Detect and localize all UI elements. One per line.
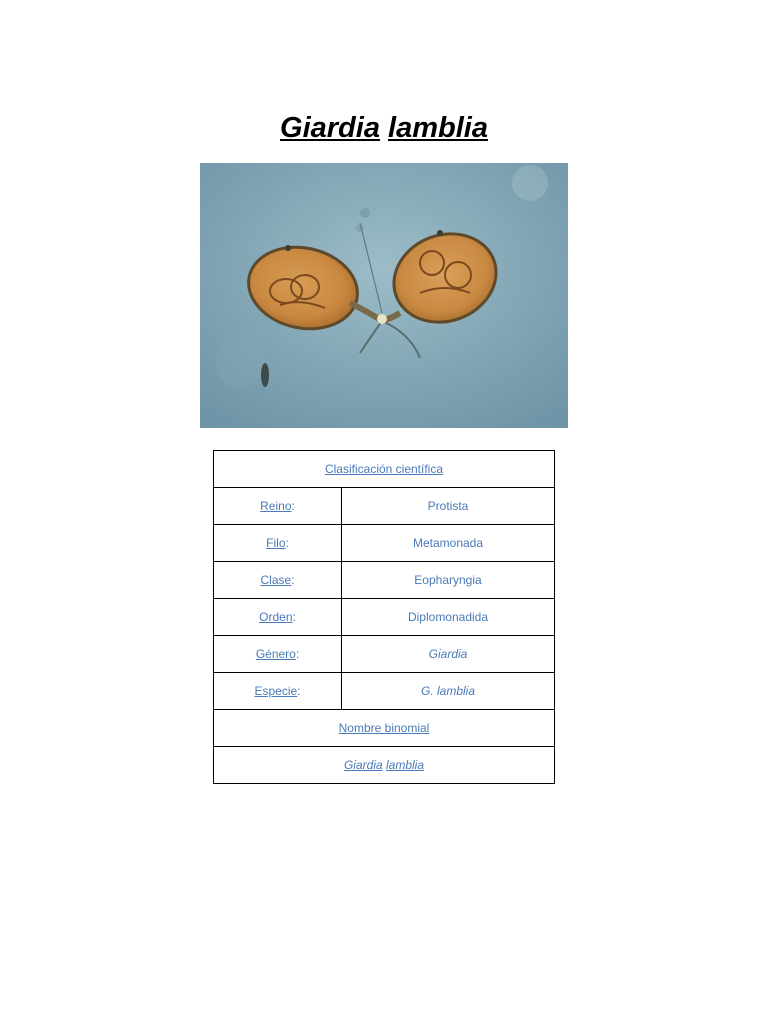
value-clase: Eopharyngia bbox=[414, 573, 482, 587]
table-row: Orden: Diplomonadida bbox=[214, 599, 555, 636]
title-species: lamblia bbox=[388, 112, 488, 144]
value-especie: G. lamblia bbox=[420, 684, 476, 698]
value-filo: Metamonada bbox=[412, 536, 484, 550]
classification-header-link[interactable]: Clasificación científica bbox=[324, 462, 444, 476]
label-reino[interactable]: Reino bbox=[260, 499, 292, 513]
value-genero: Giardia bbox=[428, 647, 468, 661]
binomial-header-row bbox=[214, 710, 555, 747]
binomial-header-link[interactable]: Nombre binomial bbox=[338, 721, 430, 735]
table-row: Especie: G. lamblia bbox=[214, 673, 555, 710]
binomial-genus-link[interactable]: Giardia bbox=[343, 758, 383, 772]
binomial-species-link[interactable]: lamblia bbox=[386, 758, 425, 772]
label-especie[interactable]: Especie bbox=[254, 684, 298, 698]
table-row: Clase: Eopharyngia bbox=[214, 562, 555, 599]
page-title bbox=[0, 108, 768, 148]
giardia-photo bbox=[200, 163, 568, 428]
label-filo[interactable]: Filo bbox=[266, 536, 286, 550]
label-clase[interactable]: Clase bbox=[260, 573, 292, 587]
classification-table bbox=[213, 450, 555, 784]
table-header-row bbox=[214, 451, 555, 488]
value-orden: Diplomonadida bbox=[407, 610, 489, 624]
binomial-value-row bbox=[214, 747, 555, 784]
value-reino: Protista bbox=[427, 499, 469, 513]
table-row: Filo: Metamonada bbox=[214, 525, 555, 562]
label-genero[interactable]: Género bbox=[255, 647, 296, 661]
table-row: Reino: Protista bbox=[214, 488, 555, 525]
table-row: Género: Giardia bbox=[214, 636, 555, 673]
title-genus: Giardia bbox=[280, 112, 380, 144]
label-orden[interactable]: Orden bbox=[259, 610, 293, 624]
